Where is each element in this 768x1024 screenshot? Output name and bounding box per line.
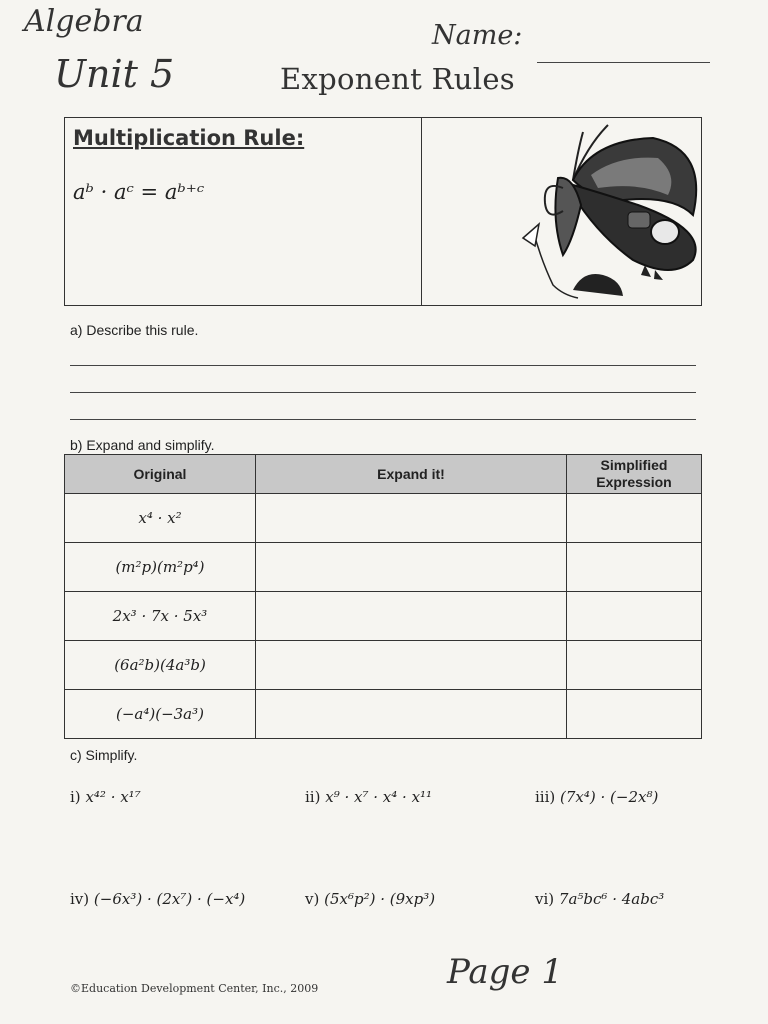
problem-expression: (5x⁶p²) · (9xp³) [324, 890, 436, 908]
table-row [65, 494, 702, 543]
simplified-cell[interactable] [567, 543, 702, 592]
header-expand: Expand it! [256, 455, 567, 494]
header-simplified: Simplified Expression [567, 455, 702, 494]
subject-heading: Algebra [24, 4, 144, 39]
rule-box [64, 117, 702, 306]
expand-simplify-table [64, 454, 702, 739]
problem-iv[interactable] [70, 890, 245, 908]
answer-line[interactable] [70, 392, 696, 393]
problem-v[interactable] [305, 890, 435, 908]
problem-i[interactable] [70, 788, 141, 806]
simplified-cell[interactable] [567, 494, 702, 543]
expand-cell[interactable] [256, 641, 567, 690]
expand-cell[interactable] [256, 494, 567, 543]
answer-line[interactable] [70, 419, 696, 420]
expand-cell[interactable] [256, 543, 567, 592]
rule-divider [421, 118, 422, 305]
table-row [65, 592, 702, 641]
simplified-cell[interactable] [567, 592, 702, 641]
problem-vi[interactable] [535, 890, 664, 908]
original-expression: 2x³ · 7x · 5x³ [65, 592, 256, 641]
butterfly-illustration [423, 120, 699, 303]
answer-line[interactable] [70, 365, 696, 366]
table-row [65, 543, 702, 592]
problem-iii[interactable] [535, 788, 658, 806]
rule-formula: aᵇ · aᶜ = aᵇ⁺ᶜ [73, 180, 205, 204]
problem-label: iv) [70, 890, 90, 908]
table-row [65, 690, 702, 739]
problem-expression: x⁴² · x¹⁷ [85, 788, 141, 806]
copyright-notice: ©Education Development Center, Inc., 2009 [70, 982, 319, 995]
problem-expression: (−6x³) · (2x⁷) · (−x⁴) [93, 890, 246, 908]
rule-title: Multiplication Rule: [73, 126, 305, 150]
original-expression: x⁴ · x² [65, 494, 256, 543]
page-number: Page 1 [447, 952, 563, 992]
problem-label: iii) [535, 788, 556, 806]
problem-label: v) [305, 890, 320, 908]
problem-label: vi) [535, 890, 555, 908]
original-expression: (m²p)(m²p⁴) [65, 543, 256, 592]
simplified-cell[interactable] [567, 641, 702, 690]
problem-expression: (7x⁴) · (−2x⁸) [560, 788, 659, 806]
question-b-prompt: b) Expand and simplify. [70, 437, 215, 453]
problem-label: i) [70, 788, 81, 806]
problem-ii[interactable] [305, 788, 432, 806]
problem-expression: 7a⁵bc⁶ · 4abc³ [558, 890, 665, 908]
page-title: Exponent Rules [280, 62, 515, 96]
unit-heading: Unit 5 [54, 52, 175, 96]
expand-cell[interactable] [256, 690, 567, 739]
simplified-cell[interactable] [567, 690, 702, 739]
problem-expression: x⁹ · x⁷ · x⁴ · x¹¹ [325, 788, 433, 806]
problem-label: ii) [305, 788, 321, 806]
name-blank[interactable] [537, 62, 710, 63]
question-a-prompt: a) Describe this rule. [70, 322, 199, 338]
table-row [65, 641, 702, 690]
expand-cell[interactable] [256, 592, 567, 641]
original-expression: (6a²b)(4a³b) [65, 641, 256, 690]
question-c-prompt: c) Simplify. [70, 747, 138, 763]
original-expression: (−a⁴)(−3a³) [65, 690, 256, 739]
name-label: Name: [432, 20, 523, 51]
header-original: Original [65, 455, 256, 494]
